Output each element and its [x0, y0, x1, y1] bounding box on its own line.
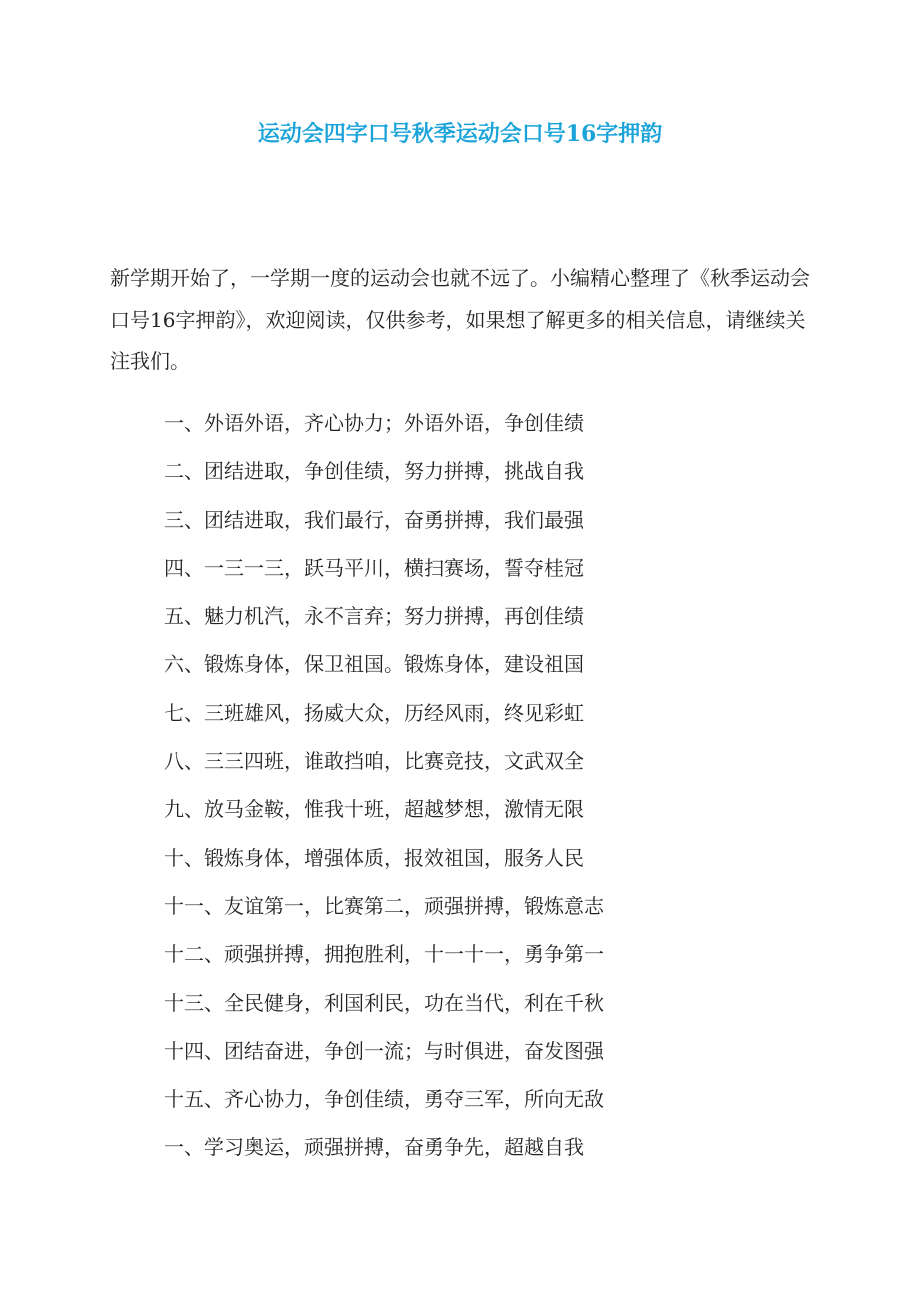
slogan-item: 五、魅力机汽，永不言弃；努力拼搏，再创佳绩: [164, 604, 584, 629]
slogan-item: 一、外语外语，齐心协力；外语外语，争创佳绩: [164, 411, 584, 435]
slogan-item: 十五、齐心协力，争创佳绩，勇夺三军，所向无敌: [164, 1087, 604, 1112]
intro-paragraph: 新学期开始了，一学期一度的运动会也就不远了。小编精心整理了《秋季运动会口号16字押韵》，欢迎阅读，仅供参考，如果想了解更多的相关信息，请继续关注我们。: [110, 266, 810, 373]
slogan-item: 九、放马金鞍，惟我十班，超越梦想，激情无限: [164, 797, 584, 822]
slogan-item: 三、团结进取，我们最行，奋勇拼搏，我们最强: [164, 507, 584, 532]
slogan-item: 七、三班雄风，扬威大众，历经风雨，终见彩虹: [164, 700, 584, 725]
slogan-item: 十二、顽强拼搏，拥抱胜利，十一十一，勇争第一: [164, 942, 604, 967]
slogan-item: 二、团结进取，争创佳绩，努力拼搏，挑战自我: [164, 459, 584, 484]
slogan-item: 十、锻炼身体，增强体质，报效祖国，服务人民: [164, 845, 584, 870]
slogan-item: 十三、全民健身，利国利民，功在当代，利在千秋: [164, 990, 604, 1015]
slogan-item: 十一、友谊第一，比赛第二，顽强拼搏，锻炼意志: [164, 893, 604, 918]
slogan-item: 四、一三一三，跃马平川，横扫赛场，誓夺桂冠: [164, 555, 584, 580]
slogan-item: 八、三三四班，谁敢挡咱，比赛竞技，文武双全: [164, 749, 584, 774]
slogan-item: 一、学习奥运，顽强拼搏，奋勇争先，超越自我: [164, 1135, 584, 1160]
page-title: 运动会四字口号秋季运动会口号16字押韵: [257, 121, 663, 147]
slogan-list: [164, 401, 804, 1174]
slogan-item: 十四、团结奋进，争创一流；与时俱进，奋发图强: [164, 1038, 604, 1063]
slogan-item: 六、锻炼身体，保卫祖国。锻炼身体，建设祖国: [164, 652, 584, 677]
